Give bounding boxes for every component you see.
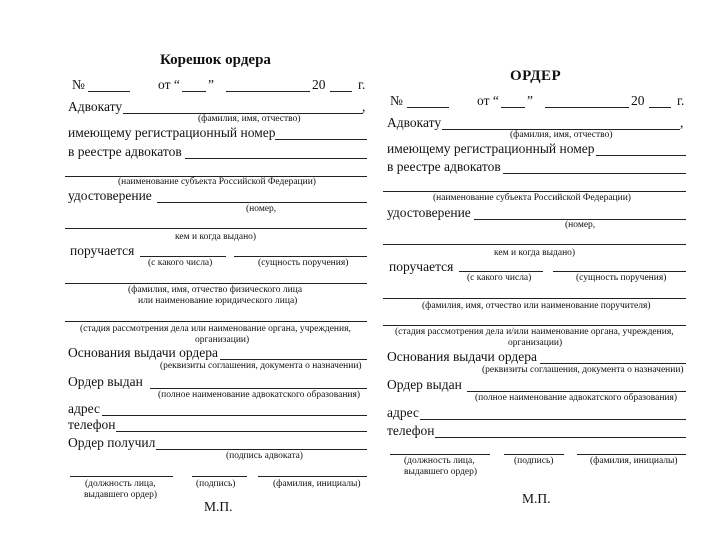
order-signature-line[interactable] xyxy=(504,454,564,455)
stub-day-line[interactable] xyxy=(182,91,206,92)
stub-issued-by-line[interactable] xyxy=(150,388,367,389)
stub-essence-hint: (сущность поручения) xyxy=(258,258,349,268)
stub-issued-by-label: Ордер выдан xyxy=(68,374,143,389)
stub-issued-line[interactable] xyxy=(65,228,367,229)
order-year-prefix: 20 xyxy=(631,93,645,108)
order-date-from-label: от “ xyxy=(477,93,499,108)
stub-month-line[interactable] xyxy=(226,91,310,92)
stub-advocate-label: Адвокату xyxy=(68,99,123,114)
stub-since-hint: (с какого числа) xyxy=(148,258,213,268)
order-position-line[interactable] xyxy=(390,454,490,455)
stub-title: Корешок ордера xyxy=(160,52,271,68)
stub-issued-hint: кем и когда выдано) xyxy=(175,232,257,242)
stub-signature-line[interactable] xyxy=(192,476,247,477)
order-initials-hint: (фамилия, инициалы) xyxy=(590,456,678,466)
stub-received-label: Ордер получил xyxy=(68,435,156,450)
order-month-line[interactable] xyxy=(545,107,629,108)
stub-registry-line[interactable] xyxy=(185,158,367,159)
stub-advocate-comma: , xyxy=(362,99,366,114)
stub-stage-hint-1: (стадия рассмотрения дела или наименование органа, учреждения, xyxy=(80,324,351,334)
order-reg-number-line[interactable] xyxy=(596,155,686,156)
stub-registry-label: в реестре адвокатов xyxy=(68,144,182,159)
order-essence-line[interactable] xyxy=(553,271,686,272)
order-position-hint-2: выдавшего ордер) xyxy=(404,467,478,477)
order-registry-line[interactable] xyxy=(503,173,686,174)
stub-fio-hint: (фамилия, имя, отчество) xyxy=(198,114,301,124)
stub-entrusted-label: поручается xyxy=(70,243,135,258)
order-since-line[interactable] xyxy=(459,271,543,272)
stub-address-line[interactable] xyxy=(102,415,367,416)
stub-signature-hint: (подпись) xyxy=(196,479,236,489)
stub-grounds-hint: (реквизиты соглашения, документа о назначении) xyxy=(160,361,362,371)
order-grounds-hint: (реквизиты соглашения, документа о назначении) xyxy=(482,365,684,375)
stub-person-hint-2: или наименование юридического лица) xyxy=(138,296,298,306)
order-seal: М.П. xyxy=(522,491,551,506)
order-position-hint-1: (должность лица, xyxy=(404,456,475,466)
stub-phone-line[interactable] xyxy=(116,431,367,432)
stub-seal: М.П. xyxy=(204,499,233,514)
order-issued-by-line[interactable] xyxy=(467,391,686,392)
order-number-hint: (номер, xyxy=(565,220,596,230)
stub-reg-number-label: имеющему регистрационный номер xyxy=(68,125,276,140)
order-number-line[interactable] xyxy=(407,107,449,108)
stub-date-from-label: от “ xyxy=(158,77,180,92)
stub-year-line[interactable] xyxy=(330,91,352,92)
stub-phone-label: телефон xyxy=(68,417,116,432)
order-since-hint: (с какого числа) xyxy=(467,273,532,283)
order-signature-hint: (подпись) xyxy=(514,456,554,466)
stub-date-quote: ” xyxy=(208,77,214,92)
stub-essence-line[interactable] xyxy=(234,256,367,257)
order-stage-line[interactable] xyxy=(383,325,686,326)
order-address-line[interactable] xyxy=(420,419,686,420)
order-phone-line[interactable] xyxy=(435,437,686,438)
order-address-label: адрес xyxy=(387,405,419,420)
order-principal-line[interactable] xyxy=(383,298,686,299)
order-advocate-label: Адвокату xyxy=(387,115,442,130)
order-title: ОРДЕР xyxy=(510,68,562,84)
order-year-line[interactable] xyxy=(649,107,671,108)
stub-certificate-label: удостоверение xyxy=(68,188,152,203)
order-year-suffix: г. xyxy=(677,93,685,108)
stub-position-hint-1: (должность лица, xyxy=(85,479,156,489)
stub-number-line[interactable] xyxy=(88,91,130,92)
stub-year-suffix: г. xyxy=(358,77,366,92)
order-stage-hint-2: организации) xyxy=(508,338,563,348)
stub-person-hint-1: (фамилия, имя, отчество физического лица xyxy=(128,285,303,295)
stub-year-prefix: 20 xyxy=(312,77,326,92)
order-fio-hint: (фамилия, имя, отчество) xyxy=(510,130,613,140)
stub-received-line[interactable] xyxy=(156,449,367,450)
order-certificate-label: удостоверение xyxy=(387,205,471,220)
order-essence-hint: (сущность поручения) xyxy=(576,273,667,283)
order-reg-number-label: имеющему регистрационный номер xyxy=(387,141,595,156)
order-issued-by-label: Ордер выдан xyxy=(387,377,462,392)
order-date-quote: ” xyxy=(527,93,533,108)
order-principal-hint: (фамилия, имя, отчество или наименование поручителя) xyxy=(422,301,651,311)
order-registry-label: в реестре адвокатов xyxy=(387,159,501,174)
order-issued-hint: кем и когда выдано) xyxy=(494,248,576,258)
stub-position-hint-2: выдавшего ордер) xyxy=(84,490,158,500)
order-entrusted-label: поручается xyxy=(389,259,454,274)
stub-initials-hint: (фамилия, инициалы) xyxy=(273,479,361,489)
stub-number-hint: (номер, xyxy=(246,204,277,214)
stub-grounds-line[interactable] xyxy=(220,359,367,360)
stub-initials-line[interactable] xyxy=(258,476,367,477)
order-phone-label: телефон xyxy=(387,423,435,438)
order-advocate-comma: , xyxy=(680,115,684,130)
order-subject-line[interactable] xyxy=(383,191,686,192)
order-grounds-label: Основания выдачи ордера xyxy=(387,349,538,364)
order-issued-by-hint: (полное наименование адвокатского образования) xyxy=(475,393,678,403)
stub-address-label: адрес xyxy=(68,401,100,416)
stub-grounds-label: Основания выдачи ордера xyxy=(68,345,219,360)
stub-stage-line[interactable] xyxy=(65,321,367,322)
order-stage-hint-1: (стадия рассмотрения дела и/или наименование органа, учреждения, xyxy=(395,327,674,337)
stub-position-line[interactable] xyxy=(70,476,173,477)
stub-number-label: № xyxy=(72,77,85,92)
stub-reg-number-line[interactable] xyxy=(275,139,367,140)
order-day-line[interactable] xyxy=(501,107,525,108)
stub-since-line[interactable] xyxy=(140,256,226,257)
order-initials-line[interactable] xyxy=(577,454,686,455)
order-number-label: № xyxy=(390,93,403,108)
stub-stage-hint-2: организации) xyxy=(195,335,250,345)
stub-person-line[interactable] xyxy=(65,283,367,284)
order-grounds-line[interactable] xyxy=(540,363,686,364)
stub-subject-hint: (наименование субъекта Российской Федерации) xyxy=(118,177,316,187)
order-subject-hint: (наименование субъекта Российской Федерации) xyxy=(433,193,631,203)
stub-certificate-line[interactable] xyxy=(157,202,367,203)
stub-signature-adv-hint: (подпись адвоката) xyxy=(226,451,303,461)
order-issued-line[interactable] xyxy=(383,244,686,245)
stub-issued-by-hint: (полное наименование адвокатского образования) xyxy=(158,390,361,400)
